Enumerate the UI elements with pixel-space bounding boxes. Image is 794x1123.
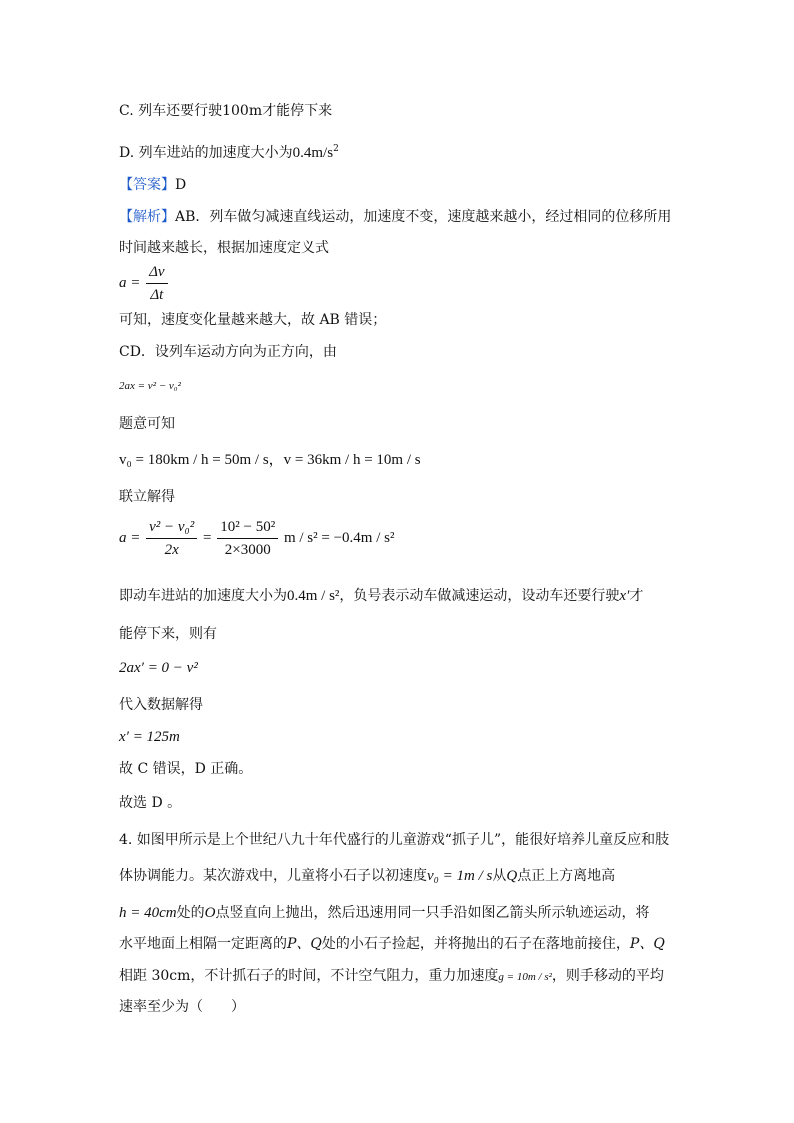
analysis-text: 故选 D 。: [119, 795, 182, 811]
answer-tag: 【答案】: [119, 177, 175, 193]
formula-lhs: a =: [119, 274, 141, 291]
analysis-text: 可知，速度变化量越来越大，故 AB 错误；: [119, 312, 387, 328]
formula-text: x′ = 125m: [119, 729, 180, 745]
question-4-line-1: [119, 830, 669, 850]
fraction-denominator: 2×3000: [224, 542, 271, 558]
question-4-line-5: [119, 966, 664, 987]
formula-fraction-2: [217, 517, 278, 560]
analysis-line-9: [119, 695, 203, 715]
analysis-text: 题意可知: [119, 416, 175, 432]
fraction-numerator: 10² − 50²: [217, 517, 278, 539]
points-p-q: P、Q: [287, 936, 322, 952]
analysis-text: ，负号表示动车做减速运动，设动车还要行驶: [339, 588, 620, 604]
formula-fraction: [146, 262, 167, 305]
question-text: 体协调能力。某次游戏中，儿童将小石子以初速度: [119, 868, 427, 884]
fraction-numerator: Δv: [146, 262, 167, 284]
formula-lhs: a =: [119, 529, 141, 546]
fraction-numerator: v² − v₀²: [146, 517, 197, 539]
question-text: 处的小石子捡起，并将抛出的石子在落地前接住，: [321, 936, 630, 952]
question-text: 速率至少为（ ）: [119, 999, 245, 1015]
analysis-text: 故 C 错误，D 正确。: [119, 761, 253, 777]
point-o: O: [204, 905, 216, 921]
formula-velocities: [119, 450, 421, 470]
formula-text: 2ax′ = 0 − v²: [119, 660, 198, 676]
analysis-line-5: [119, 414, 175, 434]
question-text: 4. 如图甲所示是上个世纪八九十年代盛行的儿童游戏“抓子儿”，能很好培养儿童反应和肢: [119, 832, 670, 848]
question-4-line-4: [119, 934, 665, 954]
analysis-text: 代入数据解得: [119, 697, 203, 713]
formula-acceleration-definition: [119, 262, 170, 305]
formula-result: m / s² = −0.4m / s²: [283, 529, 395, 546]
question-text: ，则手移动的平均: [551, 968, 664, 984]
analysis-text: 时间越来越长，根据加速度定义式: [119, 240, 329, 256]
gravity-value: g = 10m / s²: [498, 971, 552, 983]
question-4-line-2: [119, 866, 615, 886]
analysis-text: 能停下来，则有: [119, 626, 217, 642]
height-value: h = 40cm: [119, 905, 177, 921]
analysis-line-10: [119, 759, 252, 779]
formula-fraction-1: [146, 517, 197, 560]
answer-line: [119, 175, 186, 195]
analysis-line-2: [119, 238, 329, 258]
question-text: 点正上方离地高: [517, 868, 616, 884]
question-4-line-6: [119, 997, 245, 1017]
analysis-line-8: [119, 624, 217, 644]
formula-final-velocity: v = 36km / h = 10m / s: [283, 452, 421, 468]
formula-solve-acceleration: [119, 517, 394, 560]
analysis-line-6: [119, 487, 175, 507]
analysis-text: 联立解得: [119, 489, 175, 505]
analysis-text: CD．设列车运动方向为正方向，由: [119, 344, 337, 360]
point-q: Q: [506, 868, 518, 884]
question-text: 相距 30cm，不计抓石子的时间，不计空气阻力，重力加速度: [119, 968, 499, 984]
option-c-text: C. 列车还要行驶100m才能停下来: [119, 103, 333, 119]
option-d-exponent: 2: [333, 144, 339, 154]
separator: ，: [268, 452, 284, 468]
answer-value: D: [175, 177, 187, 193]
option-c: [119, 101, 332, 121]
question-text: 水平地面上相隔一定距离的: [119, 936, 287, 952]
fraction-denominator: 2x: [164, 542, 179, 558]
points-p-q: P、Q: [629, 936, 665, 952]
analysis-text: AB．列车做匀减速直线运动，加速度不变，速度越来越小，经过相同的位移所用: [175, 209, 672, 225]
question-text: 处的: [176, 905, 205, 921]
formula-text: 2ax = v² − v₀²: [119, 380, 181, 392]
option-d-value: 0.4m/s: [292, 145, 334, 161]
fraction-denominator: Δt: [150, 287, 164, 303]
formula-stopping: [119, 658, 198, 678]
initial-velocity: v₀ = 1m / s: [427, 868, 493, 884]
equals-sign: =: [203, 529, 212, 546]
formula-kinematics: [119, 376, 181, 396]
option-d-text: D. 列车进站的加速度大小为: [119, 145, 293, 161]
analysis-text: 才: [629, 588, 644, 604]
question-text: 从: [492, 868, 507, 884]
analysis-tag: 【解析】: [119, 209, 175, 225]
analysis-line-1: [119, 207, 671, 227]
formula-result-distance: [119, 727, 180, 747]
question-text: 点竖直向上抛出，然后迅速用同一只手沿如图乙箭头所示轨迹运动，将: [215, 905, 650, 921]
analysis-text: 即动车进站的加速度大小为: [119, 588, 287, 604]
acceleration-value: 0.4m / s²: [287, 588, 340, 604]
analysis-line-7: [119, 586, 643, 606]
analysis-line-3: [119, 310, 386, 330]
question-4-line-3: [119, 903, 649, 923]
option-d: [119, 139, 339, 163]
analysis-line-4: [119, 342, 337, 362]
formula-initial-velocity: v₀ = 180km / h = 50m / s: [119, 452, 269, 468]
analysis-line-11: [119, 793, 181, 813]
variable-x-prime: x′: [619, 588, 630, 604]
